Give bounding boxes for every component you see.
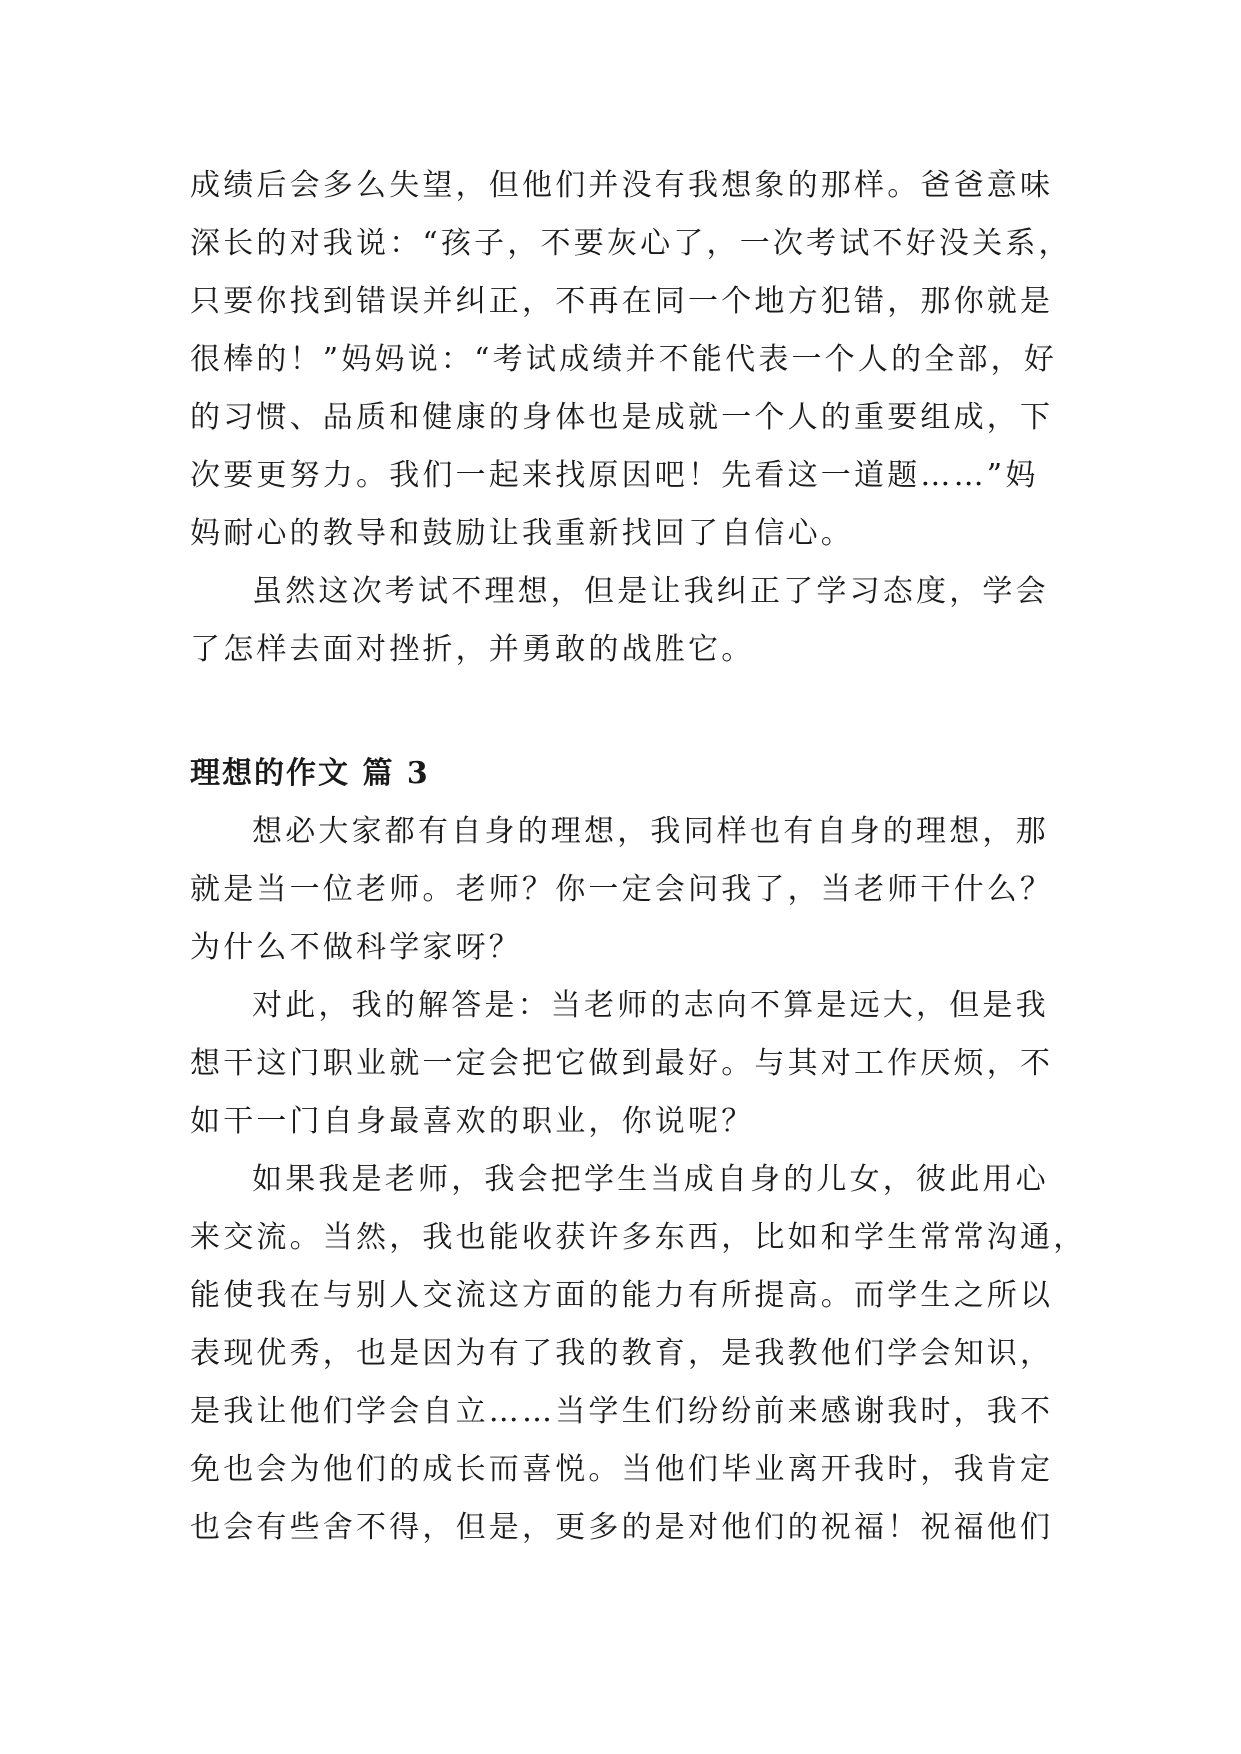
text-line: 如干一门自身最喜欢的职业，你说呢？ — [190, 1104, 755, 1139]
paragraph-continued — [190, 157, 1072, 563]
text-line: 表现优秀，也是因为有了我的教育，是我教他们学会知识， — [190, 1336, 1054, 1371]
text-line: 对此，我的解答是：当老师的志向不算是远大，但是我 — [252, 988, 1049, 1023]
text-line: 妈耐心的教导和鼓励让我重新找回了自信心。 — [190, 516, 854, 551]
document-page — [190, 157, 1087, 1557]
text-line: 能使我在与别人交流这方面的能力有所提高。而学生之所以 — [190, 1278, 1054, 1313]
text-line: 了怎样去面对挫折，并勇敢的战胜它。 — [190, 632, 755, 667]
text-line: 只要你找到错误并纠正，不再在同一个地方犯错，那你就是 — [190, 284, 1054, 319]
text-line: 为什么不做科学家呀？ — [190, 930, 522, 965]
text-line: 想干这门职业就一定会把它做到最好。与其对工作厌烦，不 — [190, 1046, 1054, 1081]
text-line: 的习惯、品质和健康的身体也是成就一个人的重要组成，下 — [190, 400, 1054, 435]
text-line: 是我让他们学会自立……当学生们纷纷前来感谢我时，我不 — [190, 1394, 1054, 1429]
section-heading: 理想的作文 篇 3 — [190, 756, 430, 791]
text-line: 免也会为他们的成长而喜悦。当他们毕业离开我时，我肯定 — [190, 1452, 1054, 1487]
text-line: 来交流。当然，我也能收获许多东西，比如和学生常常沟通， — [190, 1220, 1087, 1255]
text-line: 很棒的！”妈妈说：“考试成绩并不能代表一个人的全部，好 — [190, 342, 1058, 377]
text-line: 成绩后会多么失望，但他们并没有我想象的那样。爸爸意味 — [190, 168, 1054, 203]
paragraph-if-teacher — [190, 1151, 1087, 1557]
text-line: 次要更努力。我们一起来找原因吧！先看这一道题……”妈 — [190, 458, 1039, 493]
text-line: 就是当一位老师。老师？你一定会问我了，当老师干什么？ — [190, 872, 1054, 907]
paragraph-intro — [190, 803, 1060, 977]
text-line: 想必大家都有自身的理想，我同样也有自身的理想，那 — [252, 814, 1049, 849]
text-line: 虽然这次考试不理想，但是让我纠正了学习态度，学会 — [252, 574, 1049, 609]
text-line: 也会有些舍不得，但是，更多的是对他们的祝福！祝福他们 — [190, 1510, 1054, 1545]
paragraph-conclusion — [190, 563, 1060, 679]
paragraph-answer — [190, 977, 1060, 1151]
text-line: 深长的对我说：“孩子，不要灰心了，一次考试不好没关系， — [190, 226, 1072, 261]
text-line: 如果我是老师，我会把学生当成自身的儿女，彼此用心 — [252, 1162, 1049, 1197]
